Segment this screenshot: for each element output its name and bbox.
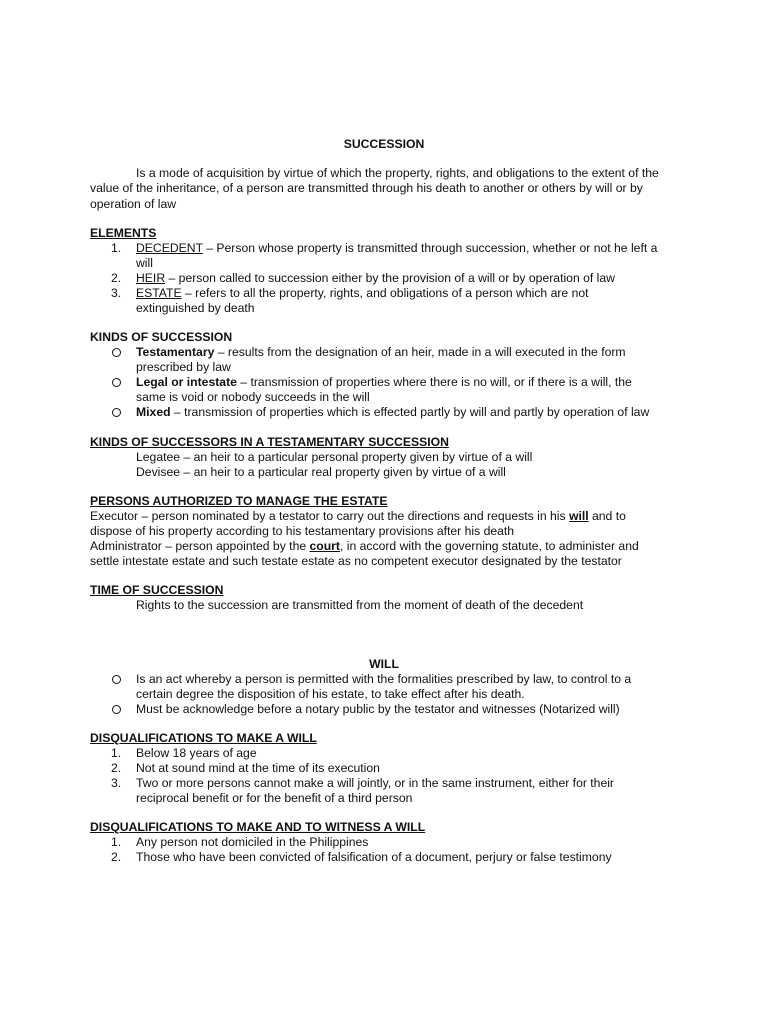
executor-line-1	[90, 509, 626, 524]
administrator-text-end: , in accord with the governing statute, to administer and	[339, 539, 639, 553]
bullet-icon	[112, 348, 121, 357]
elements-item-2	[136, 271, 615, 286]
administrator-line-1	[90, 539, 639, 554]
disq1-item-2: Not at sound mind at the time of its execution	[136, 761, 380, 775]
intestate-definition: – transmission of properties where there is no will, or if there is a will, the	[236, 375, 632, 389]
executor-text: Executor – person nominated by a testator to carry out the directions and requests in his	[90, 509, 569, 523]
administrator-line-2: settle intestate estate and such testate estate as no competent executor designated by the testator	[90, 554, 622, 568]
testamentary-definition: – results from the designation of an heir, made in a will executed in the form	[214, 345, 626, 359]
will-bullet-1: Is an act whereby a person is permitted with the formalities prescribed by law, to control to a	[136, 672, 632, 686]
bullet-icon	[112, 675, 121, 684]
kinds-item-1	[136, 345, 626, 360]
intro-line-1: Is a mode of acquisition by virtue of which the property, rights, and obligations to the extent of the	[136, 166, 659, 180]
disq1-item-3-number: 3.	[111, 776, 122, 790]
mixed-definition: – transmission of properties which is effected partly by will and partly by operation of law	[170, 405, 650, 419]
devisee-line: Devisee – an heir to a particular real property given by virtue of a will	[136, 465, 506, 479]
estate-definition: – refers to all the property, rights, and obligations of a person which are not	[181, 286, 589, 300]
intro-line-2: value of the inheritance, of a person are transmitted through his death to another or others by will or by	[90, 181, 643, 195]
administrator-text: Administrator – person appointed by the	[90, 539, 310, 553]
executor-text-end: and to	[588, 509, 626, 523]
elements-item-3-cont: extinguished by death	[136, 301, 255, 315]
will-bullet-1-cont: certain degree the disposition of his estate, to take effect after his death.	[136, 687, 525, 701]
estate-term: ESTATE	[136, 286, 182, 300]
kinds-heading: KINDS OF SUCCESSION	[90, 330, 233, 344]
bullet-icon	[112, 378, 121, 387]
court-emphasis: court	[309, 539, 340, 553]
time-text: Rights to the succession are transmitted from the moment of death of the decedent	[136, 598, 584, 612]
disq1-item-1-number: 1.	[111, 746, 122, 760]
disq1-heading: DISQUALIFICATIONS TO MAKE A WILL	[90, 731, 317, 745]
intro-line-3: operation of law	[90, 197, 177, 211]
kinds-item-1-cont: prescribed by law	[136, 360, 231, 374]
mixed-term: Mixed	[136, 405, 171, 419]
disq2-item-2: Those who have been convicted of falsification of a document, perjury or false testimony	[136, 850, 612, 864]
decedent-definition: – Person whose property is transmitted through succession, whether or not he left a	[202, 241, 658, 255]
disq2-heading: DISQUALIFICATIONS TO MAKE AND TO WITNESS A WILL	[90, 820, 426, 834]
disq2-item-1: Any person not domiciled in the Philippines	[136, 835, 369, 849]
disq2-item-1-number: 1.	[111, 835, 122, 849]
will-title: WILL	[369, 657, 399, 671]
executor-line-2: dispose of his property according to his testamentary provisions after his death	[90, 524, 515, 538]
heir-term: HEIR	[136, 271, 166, 285]
heir-definition: – person called to succession either by the provision of a will or by operation of law	[165, 271, 615, 285]
successors-heading: KINDS OF SUCCESSORS IN A TESTAMENTARY SUCCESSION	[90, 435, 449, 449]
elements-item-3-number: 3.	[111, 286, 122, 300]
elements-item-2-number: 2.	[111, 271, 122, 285]
kinds-item-3	[136, 405, 649, 420]
time-heading: TIME OF SUCCESSION	[90, 583, 224, 597]
disq1-item-2-number: 2.	[111, 761, 122, 775]
disq1-item-1: Below 18 years of age	[136, 746, 257, 760]
bullet-icon	[112, 705, 121, 714]
testamentary-term: Testamentary	[136, 345, 215, 359]
disq1-item-3-cont: reciprocal benefit or for the benefit of a third person	[136, 791, 413, 805]
decedent-term: DECEDENT	[136, 241, 203, 255]
kinds-item-2	[136, 375, 632, 390]
disq1-item-3: Two or more persons cannot make a will jointly, or in the same instrument, either for their	[136, 776, 614, 790]
elements-item-1-number: 1.	[111, 241, 122, 255]
will-emphasis: will	[568, 509, 589, 523]
bullet-icon	[112, 408, 121, 417]
legatee-line: Legatee – an heir to a particular personal property given by virtue of a will	[136, 450, 533, 464]
manage-heading: PERSONS AUTHORIZED TO MANAGE THE ESTATE	[90, 494, 388, 508]
intestate-term: Legal or intestate	[136, 375, 237, 389]
disq2-item-2-number: 2.	[111, 850, 122, 864]
page-title: SUCCESSION	[343, 137, 425, 151]
elements-heading: ELEMENTS	[90, 226, 157, 240]
will-bullet-2: Must be acknowledge before a notary public by the testator and witnesses (Notarized will)	[136, 702, 620, 716]
elements-item-1	[136, 241, 657, 256]
kinds-item-2-cont: same is void or nobody succeeds in the will	[136, 390, 370, 404]
elements-item-1-cont: will	[136, 256, 153, 270]
elements-item-3	[136, 286, 589, 301]
